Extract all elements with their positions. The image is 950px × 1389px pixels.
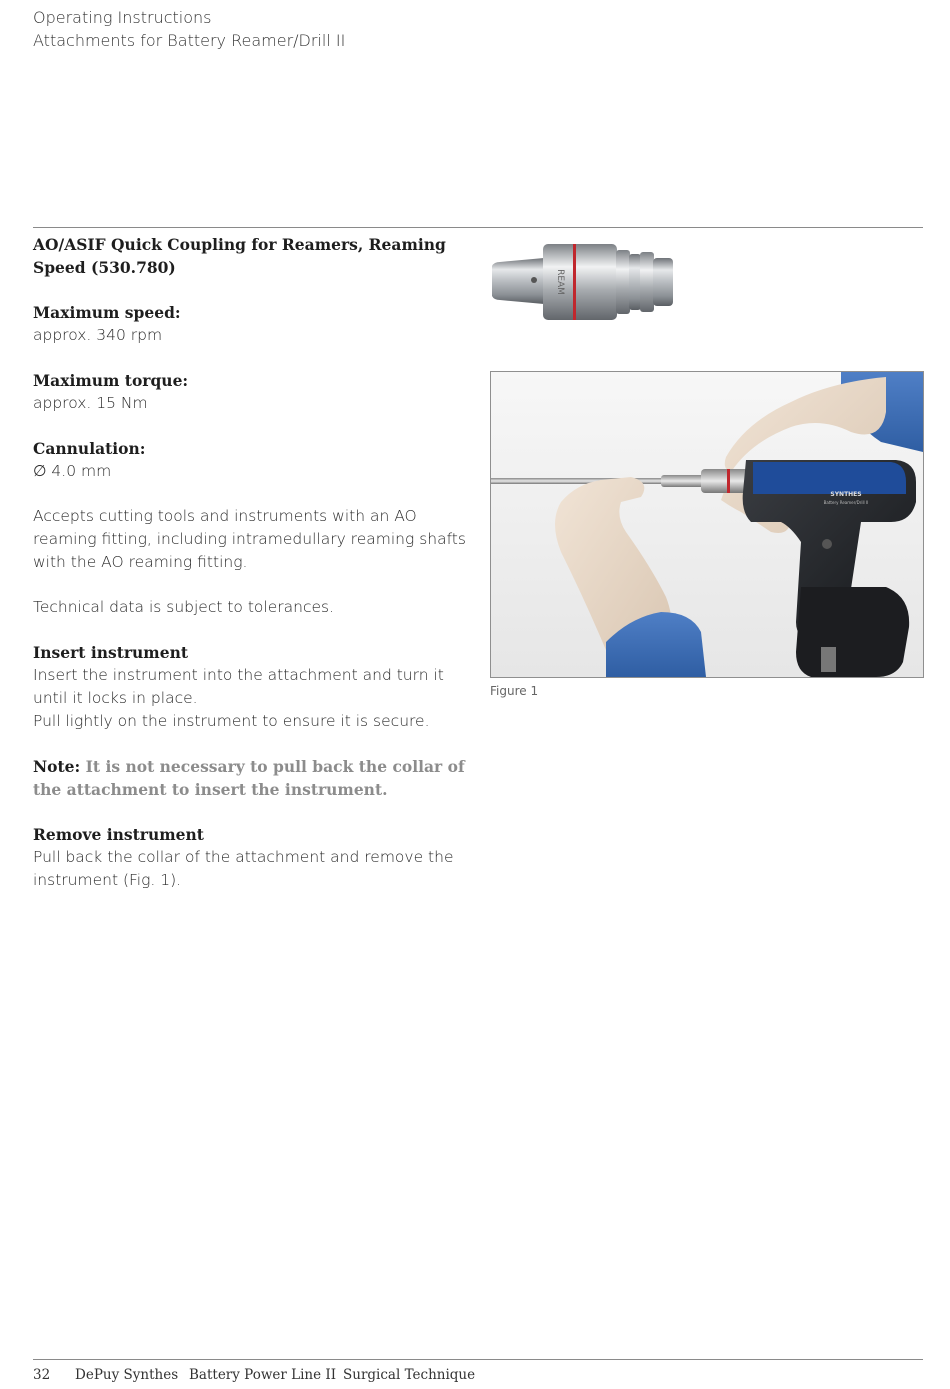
max-speed-value: approx. 340 rpm xyxy=(33,326,163,344)
max-speed-label: Maximum speed: xyxy=(33,303,181,322)
drill-brand-label: SYNTHES xyxy=(830,491,862,498)
accepts-line-3: with the AO reaming fitting. xyxy=(33,553,248,571)
main-text-column xyxy=(33,233,473,892)
footer-product: Battery Power Line II xyxy=(189,1367,337,1383)
max-torque-value: approx. 15 Nm xyxy=(33,394,148,412)
quick-coupling-image xyxy=(488,240,678,324)
bottom-divider xyxy=(33,1359,923,1360)
ream-engraving: REAM xyxy=(555,269,565,295)
accepts-line-1: Accepts cutting tools and instruments with an AO xyxy=(33,507,417,525)
drill-model-label: Battery Reamer/Drill II xyxy=(823,500,869,505)
section-title-line-1: AO/ASIF Quick Coupling for Reamers, Reaming xyxy=(33,235,446,254)
tolerance-text: Technical data is subject to tolerances. xyxy=(33,598,335,616)
note-text-1: It is not necessary to pull back the collar of xyxy=(85,757,465,776)
footer-brand: DePuy Synthes xyxy=(75,1367,179,1383)
insert-line-1: Insert the instrument into the attachment and turn it xyxy=(33,666,444,684)
insert-line-3: Pull lightly on the instrument to ensure it is secure. xyxy=(33,712,430,730)
top-divider xyxy=(33,227,923,228)
page-header xyxy=(33,6,345,52)
max-torque-label: Maximum torque: xyxy=(33,371,189,390)
remove-line-2: instrument (Fig. 1). xyxy=(33,871,182,889)
figure-1-photo xyxy=(490,371,924,678)
remove-line-1: Pull back the collar of the attachment and remove the xyxy=(33,848,454,866)
header-line-2: Attachments for Battery Reamer/Drill II xyxy=(33,31,346,50)
note-text-2: the attachment to insert the instrument. xyxy=(33,780,388,799)
figure-caption: Figure 1 xyxy=(490,684,539,698)
note-label: Note: xyxy=(33,757,81,776)
cannulation-label: Cannulation: xyxy=(33,439,146,458)
insert-heading: Insert instrument xyxy=(33,643,188,662)
footer-page-number: 32 xyxy=(33,1367,51,1383)
section-title-line-2: Speed (530.780) xyxy=(33,258,176,277)
accepts-line-2: reaming fitting, including intramedullary reaming shafts xyxy=(33,530,466,548)
header-line-1: Operating Instructions xyxy=(33,8,212,27)
cannulation-value: ∅ 4.0 mm xyxy=(33,462,112,480)
remove-heading: Remove instrument xyxy=(33,825,204,844)
footer-doc-type: Surgical Technique xyxy=(343,1367,476,1383)
note-line-1 xyxy=(33,755,473,778)
insert-line-2: until it locks in place. xyxy=(33,689,198,707)
